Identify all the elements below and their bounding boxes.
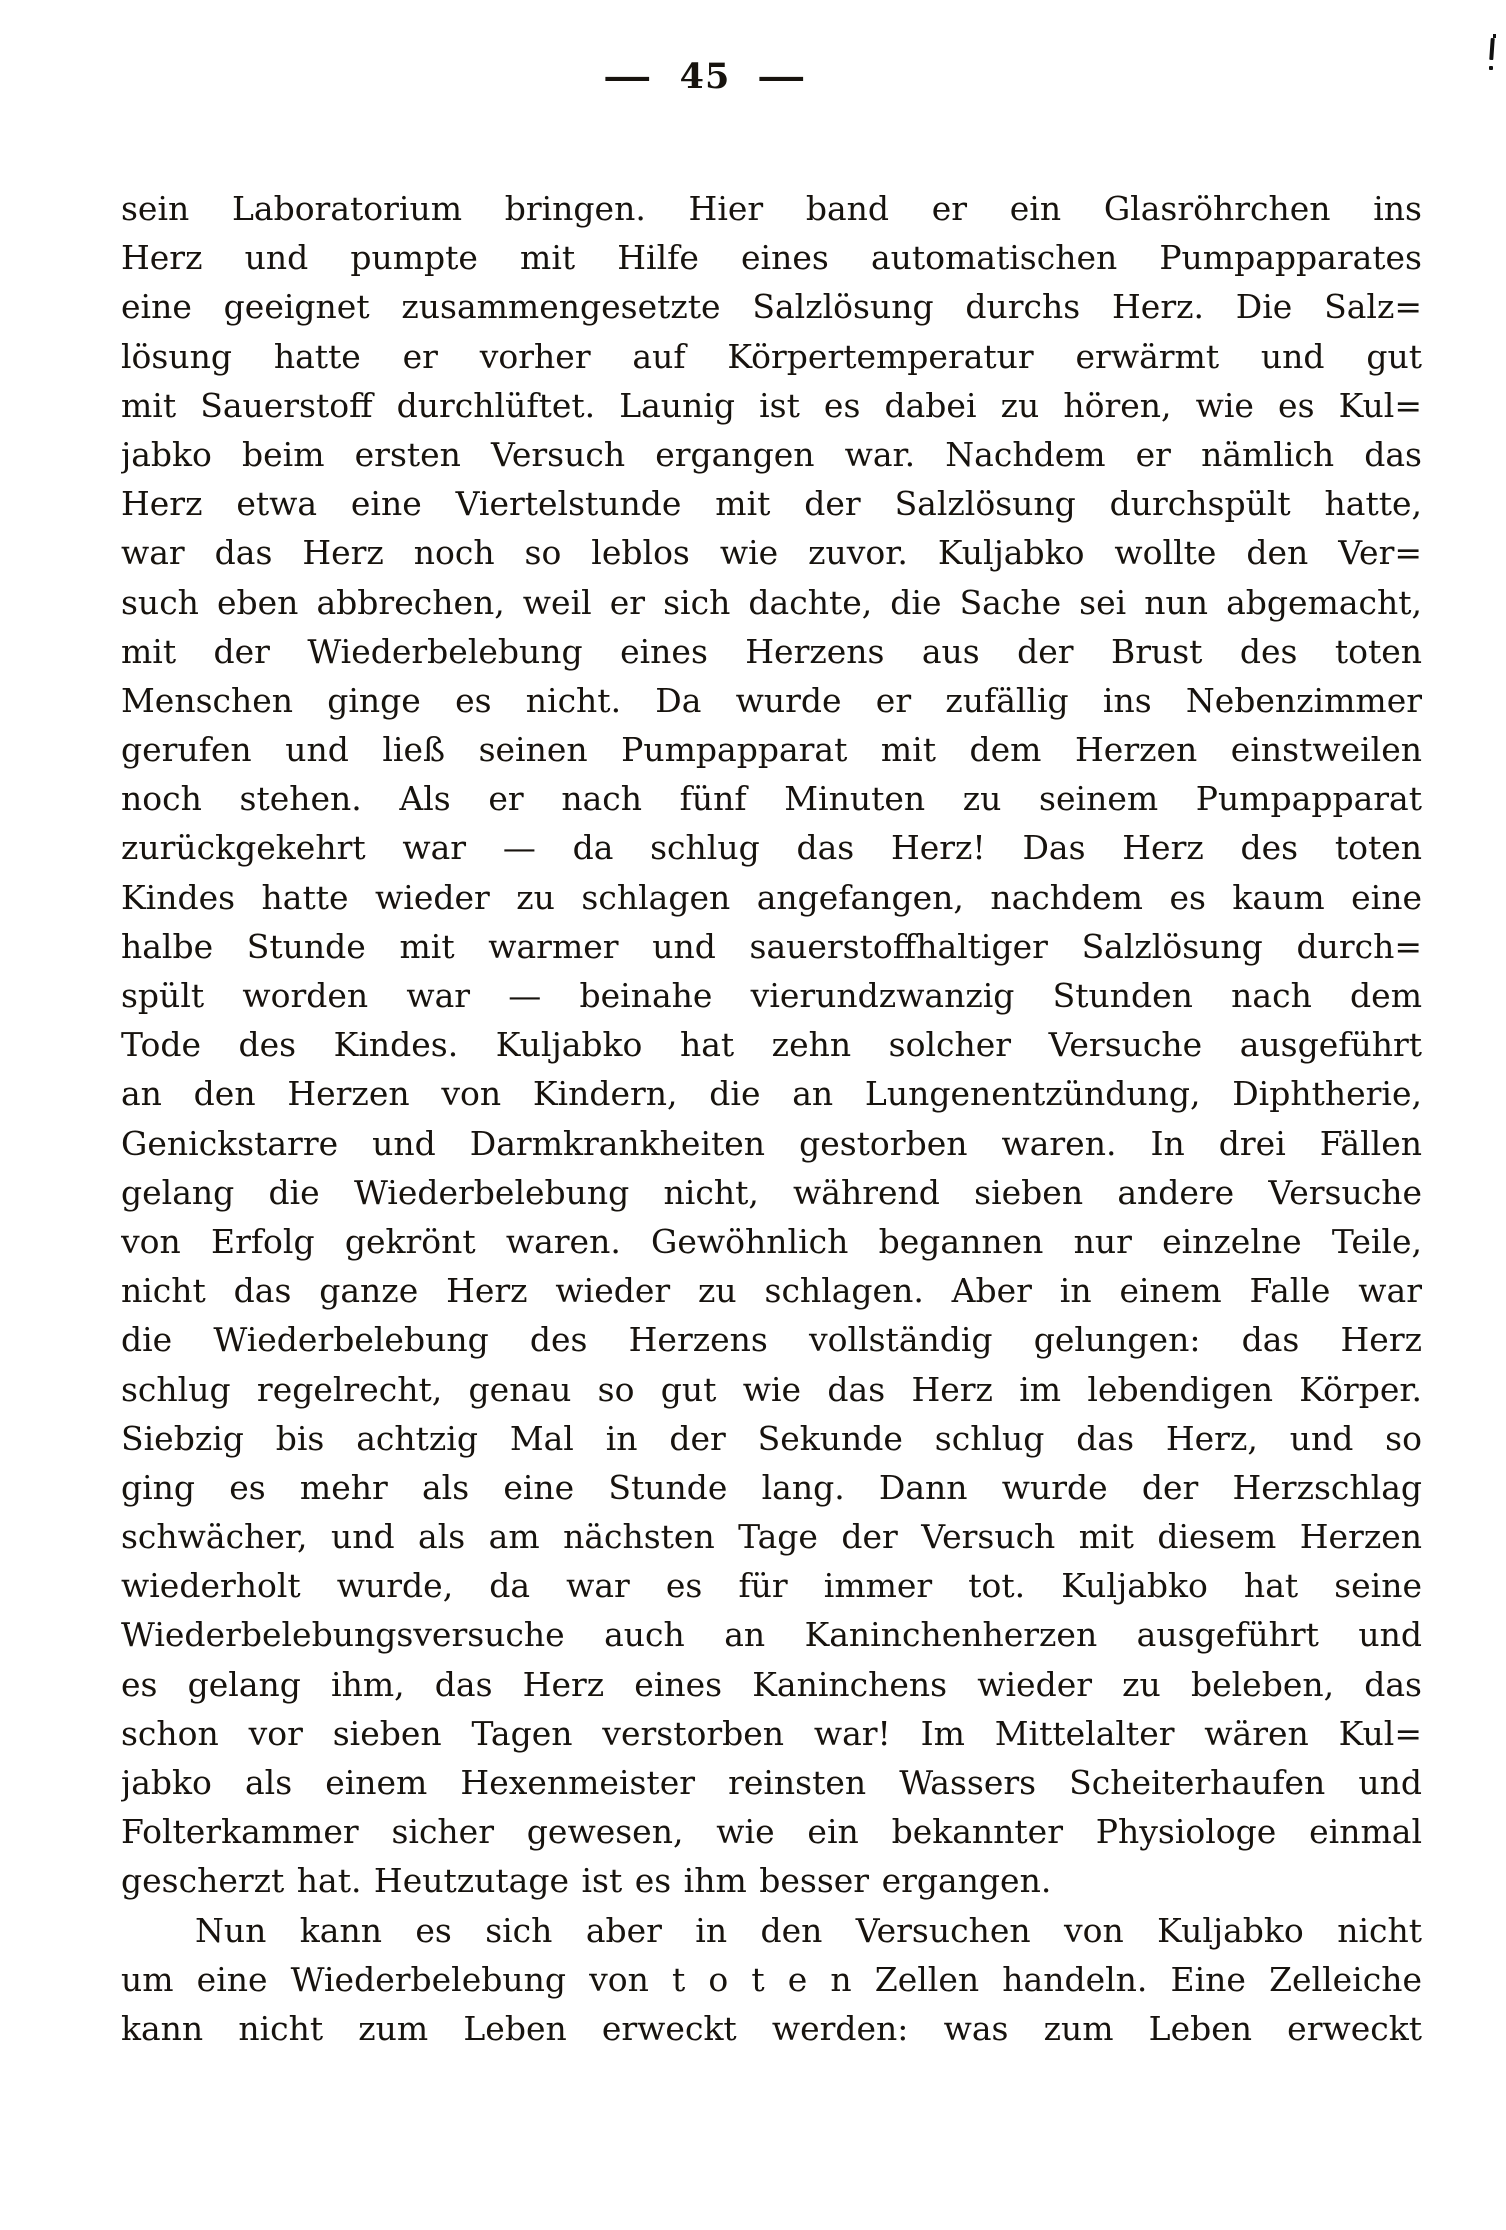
- text-line: es gelang ihm, das Herz eines Kaninchens wieder zu beleben, das: [121, 1664, 1422, 1704]
- text-line: lösung hatte er vorher auf Körpertemperatur erwärmt und gut: [121, 336, 1422, 376]
- text-line: wiederholt wurde, da war es für immer tot. Kuljabko hat seine: [121, 1566, 1422, 1606]
- text-line: Wiederbelebungsversuche auch an Kaninchenherzen ausgeführt und: [121, 1615, 1422, 1655]
- header-dash-left: —: [602, 56, 653, 97]
- text-line: Herz etwa eine Viertelstunde mit der Salzlösung durchspült hatte,: [121, 484, 1422, 524]
- text-line: Menschen ginge es nicht. Da wurde er zufällig ins Nebenzimmer: [121, 680, 1422, 720]
- text-line: gerufen und ließ seinen Pumpapparat mit dem Herzen einstweilen: [121, 730, 1422, 770]
- text-line: nicht das ganze Herz wieder zu schlagen. Aber in einem Falle war: [121, 1271, 1422, 1311]
- text-line: jabko als einem Hexenmeister reinsten Wassers Scheiterhaufen und: [121, 1763, 1422, 1802]
- page-number: 45: [679, 56, 731, 97]
- text-line: halbe Stunde mit warmer und sauerstoffhaltiger Salzlösung durch=: [121, 926, 1422, 966]
- ink-smudge-bar: [1489, 38, 1495, 60]
- text-line: Genickstarre und Darmkrankheiten gestorben waren. In drei Fällen: [121, 1123, 1422, 1163]
- text-line: an den Herzen von Kindern, die an Lungenentzündung, Diphtherie,: [121, 1074, 1422, 1114]
- text-line: schlug regelrecht, genau so gut wie das Herz im lebendigen Körper.: [121, 1369, 1422, 1409]
- page-text: [121, 184, 1422, 2053]
- text-line: war das Herz noch so leblos wie zuvor. Kuljabko wollte den Ver=: [121, 533, 1422, 573]
- text-line: jabko beim ersten Versuch ergangen war. Nachdem er nämlich das: [121, 434, 1422, 474]
- text-line: zurückgekehrt war — da schlug das Herz! Das Herz des toten: [121, 828, 1422, 868]
- text-line: spült worden war — beinahe vierundzwanzig Stunden nach dem: [121, 976, 1422, 1015]
- text-line: die Wiederbelebung des Herzens vollständig gelungen: das Herz: [121, 1320, 1422, 1360]
- text-line: gelang die Wiederbelebung nicht, während sieben andere Versuche: [121, 1172, 1422, 1212]
- text-line: noch stehen. Als er nach fünf Minuten zu seinem Pumpapparat: [121, 779, 1422, 819]
- text-line: von Erfolg gekrönt waren. Gewöhnlich begannen nur einzelne Teile,: [121, 1221, 1422, 1261]
- text-line: mit Sauerstoff durchlüftet. Launig ist es dabei zu hören, wie es Kul=: [121, 385, 1422, 425]
- text-line: gescherzt hat. Heutzutage ist es ihm besser ergangen.: [121, 1861, 1052, 1901]
- text-line: schwächer, und als am nächsten Tage der Versuch mit diesem Herzen: [121, 1517, 1422, 1557]
- header-dash-right: —: [757, 56, 808, 97]
- text-line: mit der Wiederbelebung eines Herzens aus der Brust des toten: [121, 631, 1422, 671]
- text-line: kann nicht zum Leben erweckt werden: was zum Leben erweckt: [121, 2008, 1422, 2048]
- text-line: Kindes hatte wieder zu schlagen angefangen, nachdem es kaum eine: [121, 877, 1422, 917]
- page-header: [120, 56, 1290, 97]
- text-line: um eine Wiederbelebung von t o t e n Zellen handeln. Eine Zelleiche: [121, 1959, 1422, 1999]
- text-line: ging es mehr als eine Stunde lang. Dann wurde der Herzschlag: [121, 1467, 1422, 1507]
- text-line: Herz und pumpte mit Hilfe eines automatischen Pumpapparates: [121, 238, 1422, 278]
- text-line: Nun kann es sich aber in den Versuchen von Kuljabko nicht: [195, 1910, 1422, 1950]
- text-line: schon vor sieben Tagen verstorben war! Im Mittelalter wären Kul=: [121, 1713, 1422, 1753]
- text-line: Tode des Kindes. Kuljabko hat zehn solcher Versuche ausgeführt: [121, 1025, 1422, 1065]
- ink-smudge: [1487, 36, 1497, 76]
- text-line: eine geeignet zusammengesetzte Salzlösung durchs Herz. Die Salz=: [121, 287, 1422, 327]
- text-line: sein Laboratorium bringen. Hier band er ein Glasröhrchen ins: [121, 189, 1422, 228]
- ink-smudge-dot: [1489, 66, 1493, 70]
- text-line: Folterkammer sicher gewesen, wie ein bekannter Physiologe einmal: [121, 1812, 1422, 1852]
- text-line: such eben abbrechen, weil er sich dachte, die Sache sei nun abgemacht,: [121, 582, 1422, 622]
- text-line: Siebzig bis achtzig Mal in der Sekunde schlug das Herz, und so: [121, 1418, 1422, 1458]
